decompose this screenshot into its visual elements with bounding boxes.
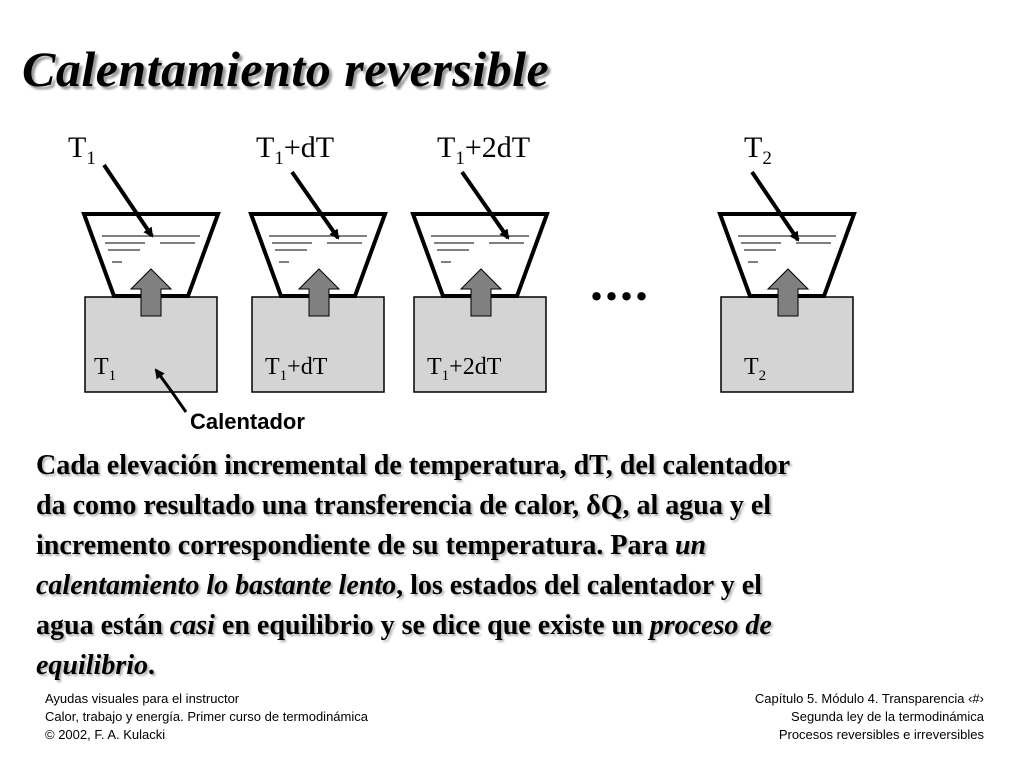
footer-right-line: Procesos reversibles e irreversibles: [778, 727, 984, 742]
body-line-5-emphasis-2: proceso de: [649, 610, 772, 641]
heater-label-4: $T_2$: [744, 354, 767, 384]
body-line-3-text: incremento correspondiente de su temperatura. Para: [36, 530, 675, 561]
heating-unit-4: [720, 131, 854, 392]
body-line-3-emphasis: un: [674, 530, 707, 561]
body-line-1-text: Cada elevación incremental de temperatura, dT, del calentador: [36, 450, 791, 481]
delta-symbol: δ: [586, 490, 601, 521]
body-line-2-text-a: da como resultado una transferencia de calor,: [36, 490, 587, 521]
slide-title: Calentamiento reversible: [22, 41, 550, 97]
ellipsis-dots: ....: [590, 255, 650, 312]
body-line-4-text: , los estados del calentador y el: [396, 570, 762, 601]
body-line-6-text: .: [148, 650, 156, 681]
body-line-2-text-b: Q, al agua y el: [600, 490, 772, 521]
heater-label-2: $T_1+dT$: [265, 354, 328, 384]
body-line-5-emphasis: casi: [169, 610, 215, 641]
top-label-4: $T_2$: [744, 131, 772, 169]
body-line-4-emphasis: calentamiento lo bastante lento: [36, 570, 397, 601]
body-line-1: [36, 446, 996, 486]
heating-unit-2: [251, 131, 385, 392]
footer-left: [45, 690, 368, 744]
top-label-2: $T_1+dT$: [256, 131, 335, 169]
footer-left-line: © 2002, F. A. Kulacki: [45, 727, 166, 742]
footer-left-line: Ayudas visuales para el instructor: [45, 691, 240, 706]
heating-unit-3: [413, 131, 547, 392]
body-line-5-text-a: agua están: [36, 610, 170, 641]
heater-label-1: $T_1$: [94, 354, 117, 384]
body-line-6: [36, 646, 996, 686]
top-label-1: $T_1$: [68, 131, 96, 169]
footer-right-line: Segunda ley de la termodinámica: [791, 709, 984, 724]
body-line-3: [36, 526, 996, 566]
footer-right-line: Capítulo 5. Módulo 4. Transparencia ‹#›: [754, 691, 984, 706]
footer-right: [755, 690, 984, 744]
heater-label-3: $T_1+2dT$: [427, 354, 502, 384]
heater-caption: Calentador: [190, 409, 305, 434]
top-label-3: $T_1+2dT$: [437, 131, 531, 169]
body-line-6-emphasis: equilibrio: [36, 650, 149, 681]
footer-left-line: Calor, trabajo y energía. Primer curso de termodinámica: [45, 709, 368, 724]
body-line-2: [36, 486, 996, 526]
explanation-text: [36, 446, 996, 686]
body-line-5: [36, 606, 996, 646]
body-line-4: [36, 566, 996, 606]
body-line-5-text-b: en equilibrio y se dice que existe un: [214, 610, 650, 641]
